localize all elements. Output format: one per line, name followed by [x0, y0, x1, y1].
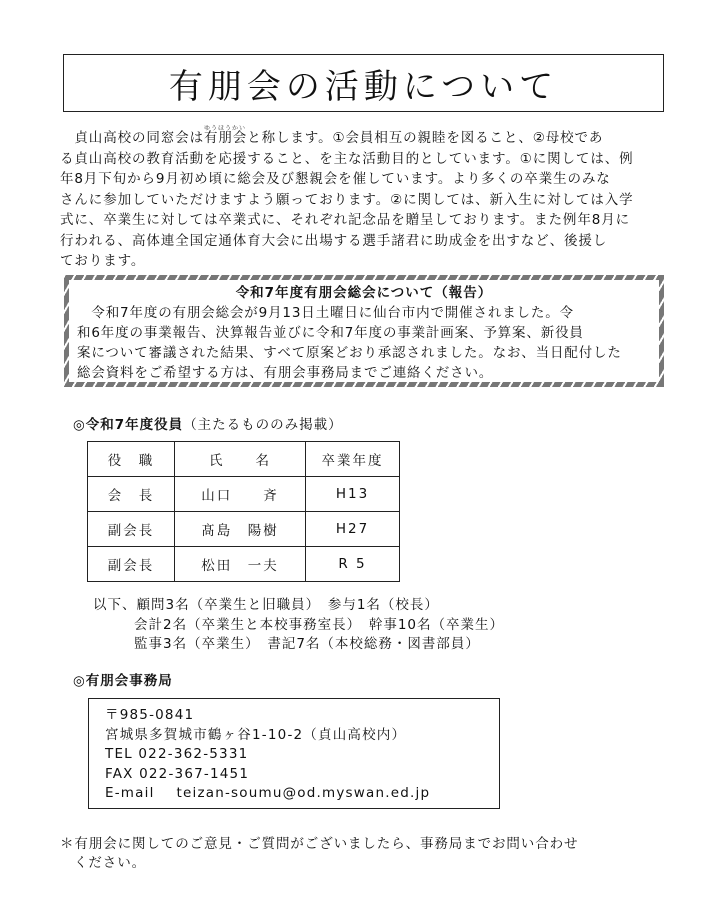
column-header-name: 氏 名 [175, 442, 306, 477]
table-row [88, 512, 400, 547]
office-contact-box [88, 698, 500, 809]
tel-number: TEL 022-362-5331 [105, 746, 249, 762]
title-box [63, 54, 664, 112]
intro-line: 式に、卒業生に対しては卒業式に、それぞれ記念品を贈呈しております。また例年8月に [60, 212, 631, 228]
report-line: 令和7年度の有朋会総会が9月13日土曜日に仙台市内で開催されました。令 [77, 305, 574, 321]
intro-line: ております。 [60, 253, 146, 269]
intro-paragraph [60, 125, 672, 272]
intro-line: る貞山高校の教育活動を応援すること、を主な活動目的としています。①に関しては、例 [60, 150, 634, 167]
footnote-line: ＊有朋会に関してのご意見・ご質問がございましたら、事務局までお問い合わせ [60, 836, 579, 852]
office-heading: ◎有朋会事務局 [73, 673, 173, 689]
ruby-base: 有朋会 [204, 130, 248, 146]
cell-name: 山口 斉 [175, 477, 306, 512]
intro-line: さんに参加していただけますよう願っております。②に関しては、新入生に対しては入学 [60, 191, 634, 208]
officers-heading-title: ◎令和7年度役員 [73, 417, 184, 433]
report-line: 和6年度の事業報告、決算報告並びに令和7年度の事業計画案、予算案、新役員 [77, 325, 584, 341]
intro-text: と称します。①会員相互の親睦を図ること、②母校であ [247, 130, 604, 146]
footnote-line: ください。 [74, 855, 146, 871]
cell-grad-year: H13 [306, 477, 400, 512]
other-officers-line: 監事3名（卒業生） 書記7名（本校総務・図書部員） [134, 636, 480, 652]
officers-heading [73, 413, 343, 433]
fax-number: FAX 022-367-1451 [105, 765, 250, 782]
other-officers-line: 会計2名（卒業生と本校事務室長） 幹事10名（卒業生） [134, 616, 505, 633]
cell-name: 松田 一夫 [175, 547, 306, 582]
intro-line: 行われる、高体連全国定通体育大会に出場する選手諸君に助成金を出すなど、後援し [60, 232, 608, 249]
table-header-row [88, 442, 400, 477]
cell-role: 会 長 [88, 477, 175, 512]
intro-line [60, 125, 672, 149]
cell-role: 副会長 [88, 512, 175, 547]
column-header-grad-year: 卒業年度 [306, 442, 400, 477]
cell-role: 副会長 [88, 547, 175, 582]
table-row [88, 547, 400, 582]
report-title: 令和7年度有朋会総会について（報告） [235, 285, 493, 301]
postal-code: 〒985-0841 [105, 707, 195, 723]
table-row [88, 477, 400, 512]
report-line: 案について審議された結果、すべて原案どおり承認されました。なお、当日配付した [77, 345, 622, 361]
report-line: 総会資料をご希望する方は、有朋会事務局までご連絡ください。 [77, 365, 494, 381]
officers-table [87, 441, 400, 582]
footnote [60, 835, 578, 873]
email-label: E-mail [105, 785, 155, 801]
cell-name: 髙島 陽樹 [175, 512, 306, 547]
report-body [77, 303, 651, 383]
other-officers-line: 以下、顧問3名（卒業生と旧職員） 参与1名（校長） [93, 597, 439, 613]
page-title: 有朋会の活動について [168, 66, 559, 107]
report-box [64, 275, 664, 387]
email-address[interactable]: teizan-soumu@od.myswan.ed.jp [176, 785, 431, 801]
intro-line: 年8月下旬から9月初め頃に総会及び懇親会を催しています。より多くの卒業生のみな [60, 171, 611, 187]
other-officers [93, 596, 504, 655]
officers-heading-note: （主たるもののみ掲載） [183, 417, 343, 433]
column-header-role: 役 職 [88, 442, 175, 477]
ruby-annotation [204, 125, 248, 149]
address: 宮城県多賀城市鶴ヶ谷1-10-2（貞山高校内） [105, 726, 407, 743]
email-line [105, 784, 499, 804]
cell-grad-year: H27 [306, 512, 400, 547]
cell-grad-year: R 5 [306, 547, 400, 582]
intro-text: 貞山高校の同窓会は [60, 130, 204, 146]
ruby-reading: ゆうほうかい [204, 125, 247, 132]
